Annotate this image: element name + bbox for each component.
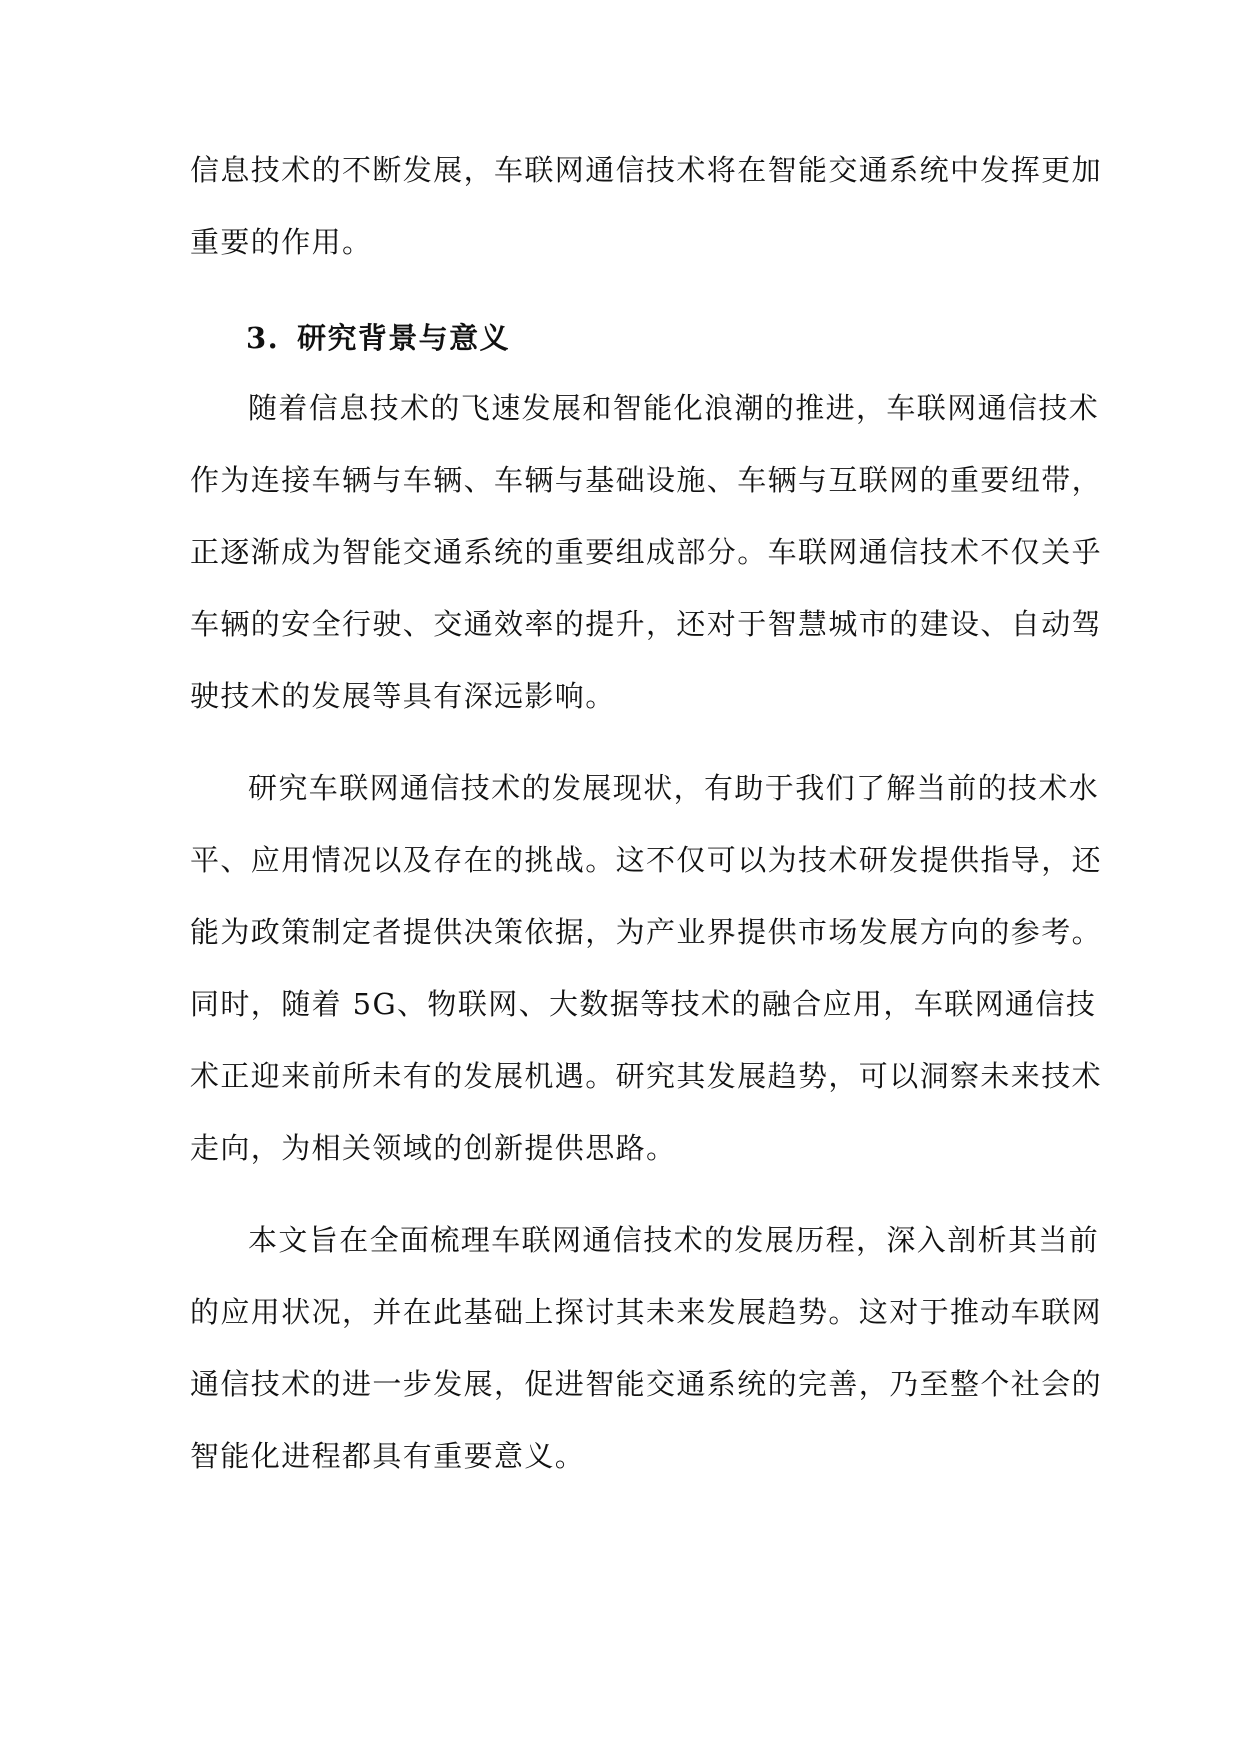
paragraph-line: 通信技术的进一步发展，促进智能交通系统的完善，乃至整个社会的	[190, 1367, 1103, 1401]
paragraph-line: 正逐渐成为智能交通系统的重要组成部分。车联网通信技术不仅关乎	[190, 535, 1103, 569]
paragraph-line: 同时，随着 5G、物联网、大数据等技术的融合应用，车联网通信技	[190, 987, 1097, 1021]
paragraph-line: 车辆的安全行驶、交通效率的提升，还对于智慧城市的建设、自动驾	[190, 607, 1103, 641]
paragraph-line: 平、应用情况以及存在的挑战。这不仅可以为技术研发提供指导，还	[190, 843, 1103, 877]
paragraph-line: 能为政策制定者提供决策依据，为产业界提供市场发展方向的参考。	[190, 915, 1103, 949]
paragraph-line: 研究车联网通信技术的发展现状，有助于我们了解当前的技术水	[248, 771, 1100, 805]
paragraph-line: 作为连接车辆与车辆、车辆与基础设施、车辆与互联网的重要纽带，	[190, 463, 1103, 497]
section-heading	[246, 318, 510, 358]
section-title: 研究背景与意义	[297, 321, 510, 355]
intro-line: 重要的作用。	[190, 225, 373, 259]
paragraph-line: 本文旨在全面梳理车联网通信技术的发展历程，深入剖析其当前	[248, 1223, 1100, 1257]
section-number: 3.	[246, 321, 280, 355]
paragraph-line: 智能化进程都具有重要意义。	[190, 1439, 586, 1473]
intro-line: 信息技术的不断发展，车联网通信技术将在智能交通系统中发挥更加	[190, 153, 1103, 187]
paragraph-line: 随着信息技术的飞速发展和智能化浪潮的推进，车联网通信技术	[248, 391, 1100, 425]
paragraph-line: 走向，为相关领域的创新提供思路。	[190, 1131, 677, 1165]
paragraph-line: 术正迎来前所未有的发展机遇。研究其发展趋势，可以洞察未来技术	[190, 1059, 1103, 1093]
paragraph-line: 的应用状况，并在此基础上探讨其未来发展趋势。这对于推动车联网	[190, 1295, 1103, 1329]
paragraph-line: 驶技术的发展等具有深远影响。	[190, 679, 616, 713]
